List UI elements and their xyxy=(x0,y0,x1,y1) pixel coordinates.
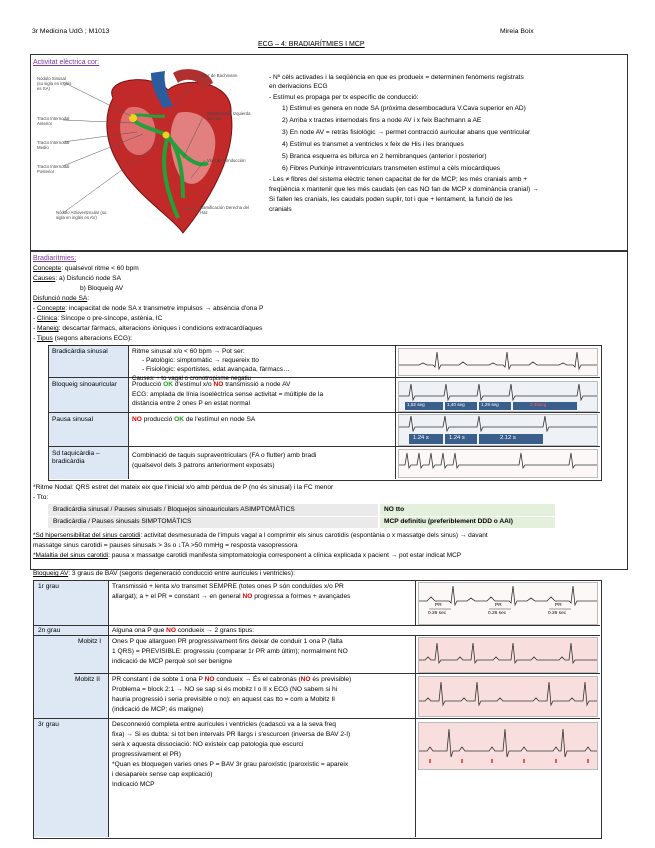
heart-label-left-branch: Ramificación Izquierda del Haz xyxy=(207,111,251,121)
av-grade-line: Transmissió + lenta x/o transmet SEMPRE (totes ones P són conduïdes x/o PR xyxy=(112,583,344,590)
page-title: ECG – 4: BRADIARÍTMIES I MCP xyxy=(258,41,365,48)
brady-concept xyxy=(33,265,139,273)
nodal-rhythm-note: *Ritme Nodal: QRS estret del mateix eix que l'inicial x/o amb pèrdua de P (no és sinusal) i la FC menor xyxy=(33,484,334,491)
electrical-line: freqüència x mantenir que les més caudals (en cas NO fan de MCP x dominància cranial) → xyxy=(269,186,539,193)
electrical-step: 3) En node AV = retràs fisiològic → permet contracció auricular abans que ventricular xyxy=(282,129,531,136)
type-name: Bradicàrdia sinusal xyxy=(52,348,108,355)
text: PR constant i de sobte 1 ona P xyxy=(112,676,205,683)
type-line: - Patològic: simptomàtic → requereix tto xyxy=(142,357,259,364)
av-grade-name: 2n grau xyxy=(38,627,61,634)
electrical-line: - Nº cèls activades i la seqüència en que es produeix = determinen fenòmens registrats xyxy=(269,74,524,81)
av-grade-line: serà x aquesta dissociació: NO existeix cap patologia que escurci xyxy=(112,741,304,748)
ecg-mobitz-2 xyxy=(418,676,598,717)
type-line: Combinació de taquis supraventriculars (FA o flutter) amb bradi xyxy=(132,452,317,459)
text: Alguna ona P que xyxy=(112,627,167,634)
causes-a: : a) Disfunció node SA xyxy=(55,275,121,282)
type-line xyxy=(132,381,290,389)
av-heading-label: Bloqueig AV xyxy=(33,570,69,577)
hipersens-text-2: massatge sinus carotidi = pauses sinusals > 3s o ↓TA >50 mmHg = resposta vasopressora xyxy=(33,542,298,549)
ecg-label: 2,45seg xyxy=(530,402,547,407)
heart-label-right-branch: Ramificación Derecha del Haz xyxy=(200,205,249,215)
av-grade-line: Indicació MCP xyxy=(112,781,155,788)
disf-item-label: Concepte xyxy=(37,305,66,312)
av-grade-line: Ones P que allarguen PR progressivament fins deixar de conduir 1 ona P (falta xyxy=(112,638,343,645)
type-line: Causes: ↑ to vagal o cronotropisme negatiu xyxy=(132,375,252,382)
av-subtype-name: Mobitz II xyxy=(75,676,100,683)
type-line: Ritme sinusal x/o < 60 bpm → Pot ser: xyxy=(132,348,245,355)
type-line: ECG: amplada de línia isoelèctrica sense activitat = múltiple de la xyxy=(132,391,324,398)
text: condueix → És el cabronàs ( xyxy=(214,676,301,683)
text: és previsible) xyxy=(310,676,352,683)
heart-label-sa: Nódulo Sinusal (su sigla en inglés es SA) xyxy=(37,76,72,91)
ecg-label: 1.24 s xyxy=(449,435,465,441)
electrical-step: 1) Estímul es genera en node SA (pròxima desembocadura V.Cava superior en AD) xyxy=(282,105,526,112)
disf-colon: : xyxy=(87,295,90,302)
av-grade-line: (indicació de MCP; és maligne) xyxy=(112,706,204,713)
hipersens-text: : activitat desmesurada de l'impuls vagal a l comprimir els sinus carotidis (espontània o x massatge dels sinus) → davant xyxy=(140,532,488,539)
ecg-av-first-degree xyxy=(418,582,598,625)
ecg-pr-label: 0.26 sec xyxy=(428,611,447,616)
ok-label: OK xyxy=(174,416,185,423)
disf-item-label: Tipus xyxy=(36,335,53,342)
ecg-tachy-brady xyxy=(398,449,598,478)
ecg-third-degree xyxy=(418,722,598,770)
no-label: NO xyxy=(166,627,177,634)
tto-row-left: Bradicàrdia sinusal / Pauses sinusals / Bloquejos sinoauriculars ASIMPTOMÀTICS xyxy=(53,506,295,513)
tto-row-left: Bradicàrdia / Pauses sinusals SIMPTOMÀTICS xyxy=(53,518,192,525)
text: allargat); a + el PR = constant → en general xyxy=(112,593,243,600)
text: producció xyxy=(141,416,175,423)
disf-item: - Clínica: Síncope o pre-síncope, astènia, IC xyxy=(33,315,163,322)
no-label: NO xyxy=(242,593,253,600)
electrical-line: en derivacions ECG xyxy=(269,83,328,90)
concept-label: Concepte xyxy=(33,265,62,272)
electrical-line: - Les ≠ fibres del sistema elèctric tenen capacitat de fer de MCP; les més cranials amb + xyxy=(269,176,528,183)
disf-item-text: : descartar fàrmacs, alteracions iòniques i condicions extracardíaques xyxy=(58,325,263,332)
malaltia-label: *Malaltia del sinus carotidi xyxy=(33,552,109,559)
type-name: Bloqueig sinoauricular xyxy=(52,381,117,388)
av-grade-line: fixa) → Si es dubta: si tot ben intervals PR llargs i s'escurcen (inversa de BAV 2-I) xyxy=(112,731,351,738)
ecg-label: 2.12 s xyxy=(500,435,516,441)
disf-item: - Tipus (segons alteracions ECG): xyxy=(33,335,132,342)
disf-label: Disfunció node SA xyxy=(33,295,88,302)
tto-row-right: MCP definitiu (preferiblement DDD o AAI) xyxy=(384,518,513,525)
text: de l'estímul en node SA xyxy=(184,416,256,423)
tto-label: - Tto: xyxy=(33,494,49,501)
av-grade-line: Problema = block 2:1 → NO se sap si és mobitz I o II x ECG (NO sabem si hi xyxy=(112,686,338,693)
ecg-pr-label: 0.26 sec xyxy=(488,611,507,616)
av-grade-line: *Quan es bloquegen varies ones P = BAV 3r grau paroxístic (paroxístic = apareix xyxy=(112,761,349,768)
ecg-sinus-pause xyxy=(398,414,598,446)
heart-label-bachmann: Haz de Bachmann xyxy=(202,73,238,78)
ecg-pr-label: PR xyxy=(555,603,562,608)
av-grade-line: 1 QRS) = PREVISIBLE: progressiu (comparar 1r PR amb últim); normalment NO xyxy=(112,648,348,655)
av-grade-line xyxy=(112,627,254,635)
no-label: NO xyxy=(300,676,311,683)
ecg-label: 1,29 seg xyxy=(481,402,499,407)
disf-item-text: : Síncope o pre-síncope, astènia, IC xyxy=(57,315,163,322)
type-name: Pausa sinusal xyxy=(52,416,94,423)
type-line xyxy=(132,416,255,424)
disf-item-text: : incapacitat de node SA x transmetre impulsos → absència d'ona P xyxy=(65,305,264,312)
disf-item-label: Clínica xyxy=(37,315,58,322)
brady-causes xyxy=(33,275,121,283)
ecg-label: 1.24 s xyxy=(413,435,429,441)
type-line: distància entre 2 ones P en estat normal xyxy=(132,400,250,407)
text: d'estímul x/o xyxy=(173,381,214,388)
causes-label: Causes xyxy=(33,275,56,282)
concept-text: : qualsevol ritme < 60 bpm xyxy=(61,265,139,272)
heart-label-posterior: Tracto Internodal Posterior xyxy=(37,164,70,174)
no-label: NO xyxy=(213,381,224,388)
heart-label-medio: Tracto Internodal Medio xyxy=(37,140,70,150)
av-grade-line: indicació de MCP perquè sol ser benigne xyxy=(112,658,233,665)
av-grade-line xyxy=(112,676,351,684)
av-grade-line: progressivament el PR) xyxy=(112,751,181,758)
malaltia-note xyxy=(33,552,461,560)
text: condueix → 2 grans tipus: xyxy=(176,627,255,634)
av-grade-name: 1r grau xyxy=(38,583,59,590)
brady-heading: Bradiarítmies: xyxy=(33,255,77,262)
hipersens-label: *Sd hipersensibilitat del sinus carotidi xyxy=(33,532,141,539)
av-grade-name: 3r grau xyxy=(38,721,59,728)
av-subtype-name: Mobitz I xyxy=(78,638,102,645)
electrical-step: 5) Branca esquerra es bifurca en 2 hemibranques (anterior i posterior) xyxy=(282,153,487,160)
heart-label-pathways: Vías de Conducción xyxy=(207,158,246,163)
av-name-column xyxy=(34,581,108,837)
type-name: Sd taquicàrdia – bradicàrdia xyxy=(52,450,100,466)
electrical-step: 2) Arriba x tractes internodals fins a node AV i x feix Bachmann a AE xyxy=(282,117,482,124)
disf-item-label: Maneig xyxy=(37,325,59,332)
heart-label-av: Nódulo Atrioventricular (su sigla en inglés es AV) xyxy=(56,210,107,220)
electrical-step: 4) Estímul es transmet a ventricles x feix de His i les branques xyxy=(282,141,464,148)
ecg-pr-label: 0.26 sec xyxy=(548,611,567,616)
no-label: NO xyxy=(132,416,142,423)
text: transmissió a node AV xyxy=(223,381,291,388)
disf-item: - Concepte: incapacitat de node SA x transmetre impulsos → absència d'ona P xyxy=(33,305,264,312)
causes-b: b) Bloqueig AV xyxy=(80,285,124,292)
ecg-sinus-brady xyxy=(398,348,598,376)
type-line: - Fisiològic: esportistes, edat avançada, fàrmacs… xyxy=(142,366,290,373)
header-course: 3r Medicina UdG ; M1013 xyxy=(32,28,110,35)
disf-item-text: (segons alteracions ECG): xyxy=(52,335,132,342)
no-label: NO xyxy=(204,676,215,683)
ecg-mobitz-1 xyxy=(418,637,598,673)
ecg-pr-label: PR xyxy=(495,603,502,608)
ecg-label: 1,40 seg xyxy=(447,402,465,407)
hipersens-note xyxy=(33,532,488,540)
av-grade-line: hauria progressió i seria previsible o no): en aquest cas tto = com a Mobitz II xyxy=(112,696,336,703)
ecg-sa-block xyxy=(398,381,598,412)
disf-item: - Maneig: descartar fàrmacs, alteracions iòniques i condicions extracardíaques xyxy=(33,325,263,332)
ecg-pr-label: PR xyxy=(435,603,442,608)
electrical-line: Si fallen les cranials, les caudals poden suplir, tot i que + lentament, la funció de les xyxy=(269,196,513,203)
malaltia-text: : pausa x massatge carotidi manifesta simptomatologia corresponent a clínica explicada x pacient → pot estar indicat MCP xyxy=(108,552,462,559)
text: Producció xyxy=(132,381,164,388)
av-grade-line: Desconnexió completa entre aurícules i ventricles (cadascú va a la seva freq xyxy=(112,721,336,728)
ok-label: OK xyxy=(163,381,174,388)
text: progressa a formes + avançades xyxy=(252,593,351,600)
header-author: Mireia Boix xyxy=(500,28,534,35)
heart-label-anterior: Tracto Internodal Anterior xyxy=(37,116,70,126)
electrical-step: 6) Fibres Purkinje intraventriculars transmeten estímul a cèls miocàrdiques xyxy=(282,165,501,172)
disf-heading xyxy=(33,295,89,303)
electrical-line: cranials xyxy=(269,206,292,213)
av-heading xyxy=(33,570,295,578)
av-grade-line: i desapareix sense cap explicació) xyxy=(112,771,213,778)
tto-row-right: NO tto xyxy=(384,506,405,513)
electrical-heading: Activitat elèctrica cor: xyxy=(33,59,100,66)
electrical-line: - Estímul es propaga per tx específic de conducció: xyxy=(269,94,419,101)
av-heading-text: : 3 graus de BAV (segons degeneració conducció entre aurícules i ventricles): xyxy=(68,570,295,577)
type-line: (qualsevol dels 3 patrons anteriorment exposats) xyxy=(132,462,275,469)
ecg-label: 1,52 seg xyxy=(407,402,425,407)
av-grade-line xyxy=(112,593,350,601)
